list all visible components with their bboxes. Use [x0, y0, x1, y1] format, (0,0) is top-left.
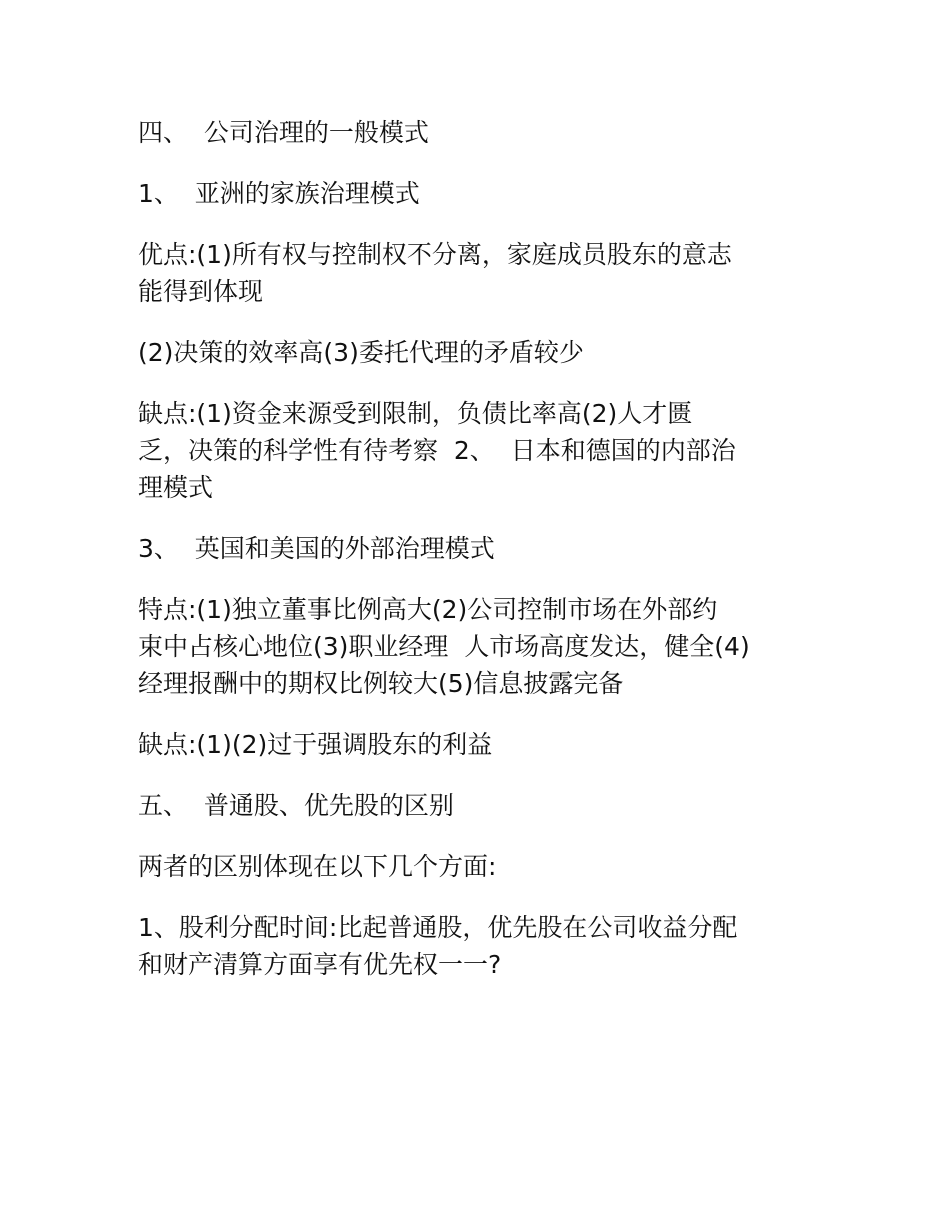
paragraph-disadvantages-external [138, 726, 828, 763]
section-heading-stock-differences [138, 787, 828, 824]
text-line: 两者的区别体现在以下几个方面: [138, 852, 497, 881]
document-body [138, 114, 828, 1007]
section-heading-corporate-governance-models [138, 114, 828, 151]
text-line: 1、 亚洲的家族治理模式 [138, 179, 420, 208]
paragraph-advantages-continued [138, 334, 828, 371]
text-line: 四、 公司治理的一般模式 [138, 118, 429, 147]
paragraph-features [138, 591, 828, 702]
subheading-uk-us-external-model [138, 530, 828, 567]
text-line: 缺点:(1)(2)过于强调股东的利益 [138, 730, 493, 759]
text-line: 五、 普通股、优先股的区别 [138, 791, 454, 820]
text-line: (2)决策的效率高(3)委托代理的矛盾较少 [138, 338, 584, 367]
text-line: 理模式 [138, 473, 214, 502]
paragraph-advantages [138, 236, 828, 310]
text-line: 能得到体现 [138, 277, 264, 306]
text-line: 特点:(1)独立董事比例高大(2)公司控制市场在外部约 [138, 595, 718, 624]
text-line: 3、 英国和美国的外部治理模式 [138, 534, 495, 563]
paragraph-disadvantages [138, 395, 828, 506]
text-line: 优点:(1)所有权与控制权不分离，家庭成员股东的意志 [138, 240, 732, 269]
text-line: 乏，决策的科学性有待考察 2、 日本和德国的内部治 [138, 436, 736, 465]
text-line: 经理报酬中的期权比例较大(5)信息披露完备 [138, 669, 624, 698]
text-line: 束中占核心地位(3)职业经理 人市场高度发达，健全(4) [138, 632, 750, 661]
text-line: 和财产清算方面享有优先权一一? [138, 950, 502, 979]
text-line: 1、股利分配时间:比起普通股，优先股在公司收益分配 [138, 913, 738, 942]
text-line: 缺点:(1)资金来源受到限制，负债比率高(2)人才匮 [138, 399, 693, 428]
paragraph-dividend-timing [138, 909, 828, 983]
subheading-asian-family-model [138, 175, 828, 212]
paragraph-differences-intro [138, 848, 828, 885]
